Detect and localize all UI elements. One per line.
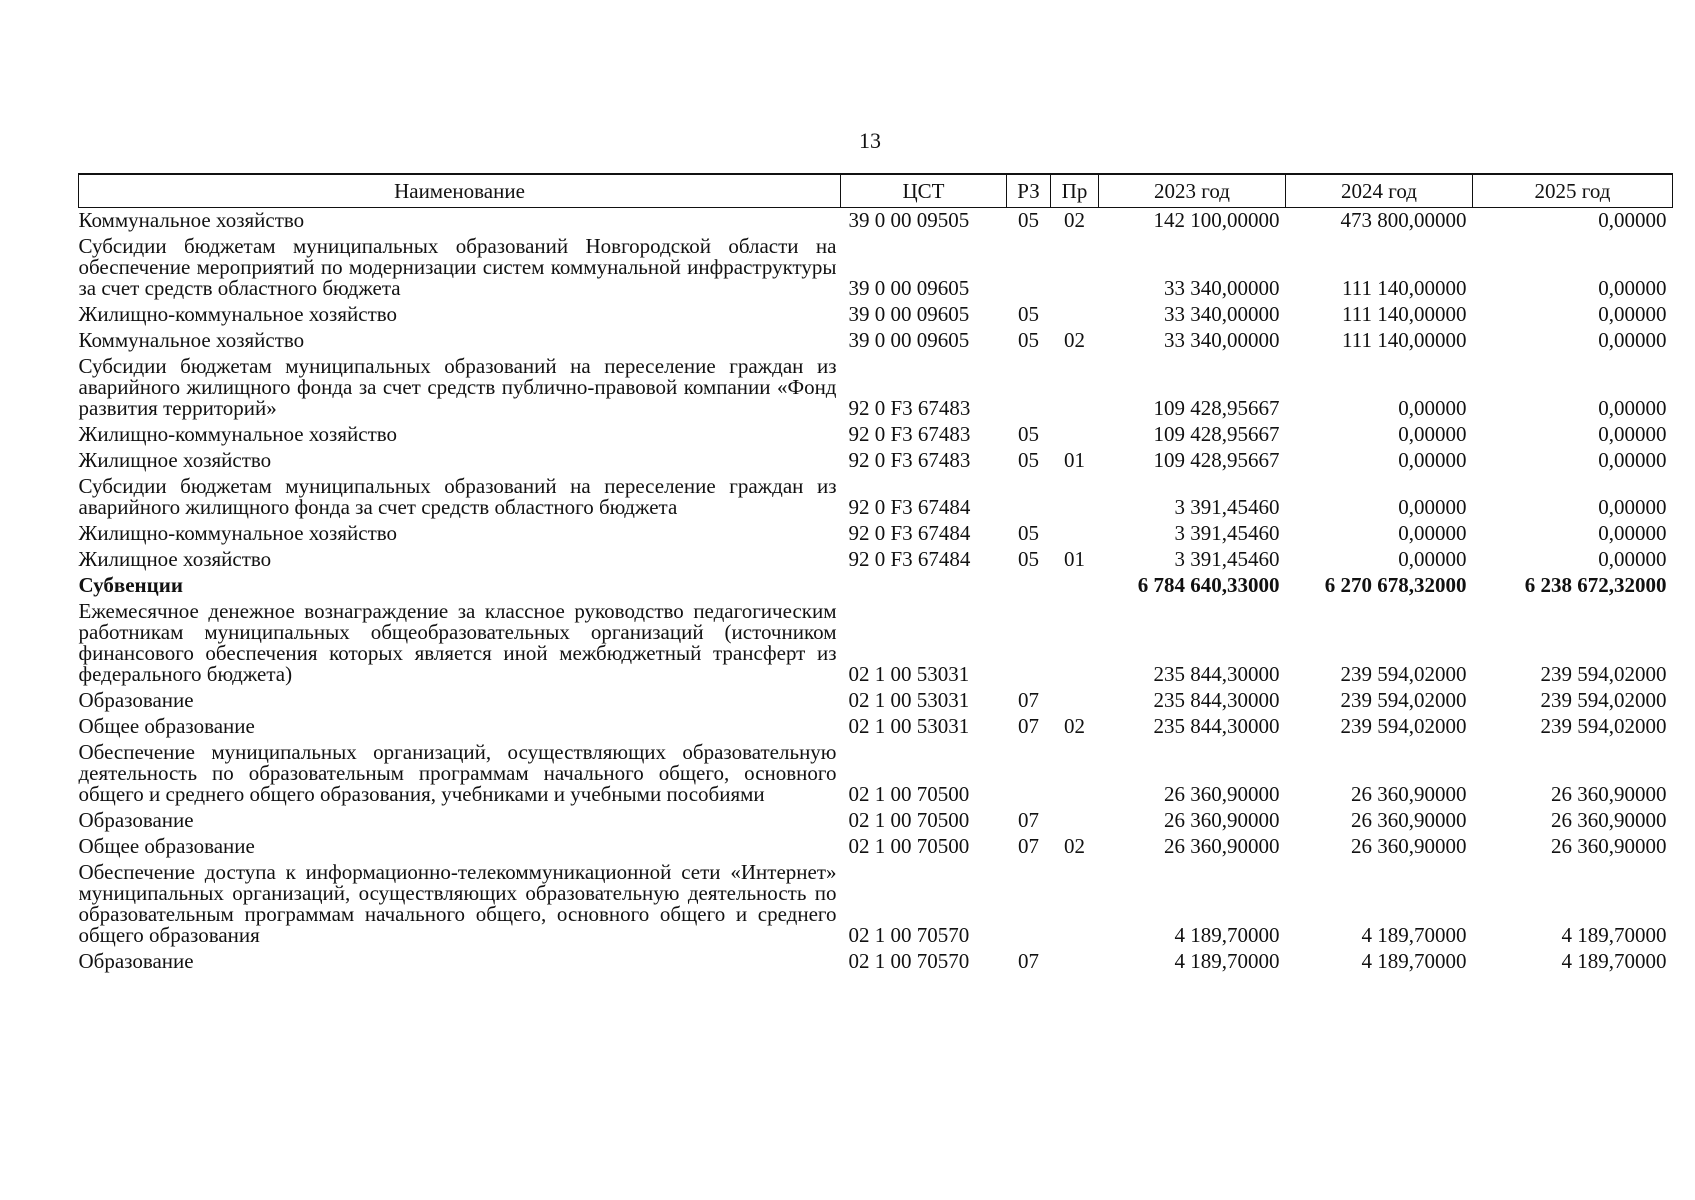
row-value-2023: 33 340,00000: [1164, 302, 1280, 326]
row-value-2025: 0,00000: [1598, 396, 1667, 420]
row-pr: 02: [1064, 834, 1085, 858]
page-number: 13: [859, 128, 881, 153]
header-name: Наименование: [79, 174, 841, 208]
row-cst: 39 0 00 09605: [848, 328, 970, 352]
row-value-2025: 0,00000: [1598, 448, 1667, 472]
row-rz: 05: [1018, 208, 1039, 232]
row-value-2023: 3 391,45460: [1174, 495, 1280, 519]
row-pr: 01: [1064, 448, 1085, 472]
row-cst: 92 0 F3 67484: [848, 547, 971, 571]
row-value-2023: 3 391,45460: [1174, 521, 1280, 545]
row-value-2025: 26 360,90000: [1551, 782, 1667, 806]
row-name: Жилищно-коммунальное хозяйство: [78, 521, 398, 545]
row-name: Субсидии бюджетам муниципальных образований Новгородской области на обеспечение мероприятий по модернизации систем коммунальной инфраструктуры за счет средств областного бюджета: [78, 234, 837, 300]
row-value-2024: 0,00000: [1398, 521, 1467, 545]
row-value-2024: 239 594,02000: [1340, 688, 1467, 712]
row-value-2023: 109 428,95667: [1153, 448, 1280, 472]
row-value-2025: 0,00000: [1598, 422, 1667, 446]
row-value-2025: 239 594,02000: [1540, 714, 1667, 738]
row-value-2025: 239 594,02000: [1540, 662, 1667, 686]
row-value-2023: 109 428,95667: [1153, 422, 1280, 446]
row-cst: 39 0 00 09505: [848, 208, 970, 232]
table-row: [79, 949, 1673, 975]
row-value-2024: 0,00000: [1398, 547, 1467, 571]
table-row: [79, 599, 1673, 688]
row-rz: 05: [1018, 302, 1039, 326]
row-rz: [1007, 234, 1051, 302]
row-name: Жилищное хозяйство: [78, 547, 272, 571]
row-name: Образование: [78, 808, 194, 832]
row-cst: 92 0 F3 67484: [848, 521, 971, 545]
row-value-2025: 0,00000: [1598, 276, 1667, 300]
row-cst: 02 1 00 53031: [848, 688, 970, 712]
row-value-2025: 4 189,70000: [1561, 949, 1667, 973]
row-value-2025: 4 189,70000: [1561, 923, 1667, 947]
row-cst: 92 0 F3 67483: [848, 448, 971, 472]
row-value-2023: 26 360,90000: [1164, 834, 1280, 858]
row-value-2024: 6 270 678,32000: [1324, 573, 1467, 597]
row-pr: [1051, 688, 1099, 714]
row-value-2023: 235 844,30000: [1153, 688, 1280, 712]
row-value-2024: 111 140,00000: [1342, 302, 1467, 326]
row-cst: 02 1 00 70500: [848, 782, 970, 806]
header-2024: 2024 год: [1286, 174, 1473, 208]
row-pr: [1051, 354, 1099, 422]
row-value-2024: 239 594,02000: [1340, 662, 1467, 686]
row-name: Жилищно-коммунальное хозяйство: [78, 422, 398, 446]
row-name: Обеспечение доступа к информационно-телекоммуникационной сети «Интернет» муниципальных организаций, осуществляющих образовательную деятельность по образовательным программам начального общего, основного общего и среднего общего образования: [78, 860, 837, 947]
header-rz: РЗ: [1007, 174, 1051, 208]
row-pr: [1051, 599, 1099, 688]
table-row: [79, 573, 1673, 599]
row-value-2023: 26 360,90000: [1164, 808, 1280, 832]
table-row: [79, 448, 1673, 474]
row-pr: [1051, 740, 1099, 808]
row-pr: [1051, 808, 1099, 834]
row-rz: [1007, 740, 1051, 808]
row-value-2023: 4 189,70000: [1174, 949, 1280, 973]
row-value-2024: 0,00000: [1398, 422, 1467, 446]
row-value-2025: 0,00000: [1598, 521, 1667, 545]
budget-table: [78, 173, 1673, 975]
row-pr: [1051, 422, 1099, 448]
row-rz: 05: [1018, 328, 1039, 352]
row-cst: 02 1 00 70570: [848, 923, 970, 947]
row-pr: [1051, 949, 1099, 975]
table-row: [79, 688, 1673, 714]
table-header: [79, 174, 1673, 208]
row-value-2024: 111 140,00000: [1342, 328, 1467, 352]
header-cst: ЦСТ: [841, 174, 1007, 208]
row-rz: 05: [1018, 448, 1039, 472]
table-row: [79, 808, 1673, 834]
row-value-2025: 6 238 672,32000: [1524, 573, 1667, 597]
row-value-2025: 0,00000: [1598, 328, 1667, 352]
row-rz: [1007, 354, 1051, 422]
row-value-2024: 473 800,00000: [1340, 208, 1467, 232]
row-value-2023: 235 844,30000: [1153, 714, 1280, 738]
row-pr: 02: [1064, 208, 1085, 232]
row-cst: [841, 573, 1007, 599]
row-rz: 05: [1018, 521, 1039, 545]
row-name: Ежемесячное денежное вознаграждение за классное руководство педагогическим работникам муниципальных общеобразовательных организаций (источником финансового обеспечения которых является иной межбюджетный трансферт из федерального бюджета): [78, 599, 837, 686]
row-name: Жилищно-коммунальное хозяйство: [78, 302, 398, 326]
row-value-2023: 4 189,70000: [1174, 923, 1280, 947]
row-value-2024: 0,00000: [1398, 495, 1467, 519]
row-value-2023: 3 391,45460: [1174, 547, 1280, 571]
row-value-2025: 0,00000: [1598, 302, 1667, 326]
row-value-2025: 0,00000: [1598, 547, 1667, 571]
table-row: [79, 834, 1673, 860]
row-pr: [1051, 573, 1099, 599]
row-rz: 07: [1018, 834, 1039, 858]
header-pr: Пр: [1051, 174, 1099, 208]
row-pr: 02: [1064, 714, 1085, 738]
table-row: [79, 547, 1673, 573]
table-row: [79, 521, 1673, 547]
row-pr: [1051, 521, 1099, 547]
row-value-2023: 6 784 640,33000: [1137, 573, 1280, 597]
row-pr: [1051, 234, 1099, 302]
row-value-2024: 26 360,90000: [1351, 782, 1467, 806]
table-row: [79, 354, 1673, 422]
row-cst: 92 0 F3 67483: [848, 422, 971, 446]
row-cst: 02 1 00 53031: [848, 714, 970, 738]
row-value-2025: 26 360,90000: [1551, 808, 1667, 832]
row-name: Жилищное хозяйство: [78, 448, 272, 472]
table-row: [79, 714, 1673, 740]
row-value-2023: 235 844,30000: [1153, 662, 1280, 686]
row-cst: 02 1 00 70570: [848, 949, 970, 973]
row-value-2024: 26 360,90000: [1351, 808, 1467, 832]
row-value-2024: 111 140,00000: [1342, 276, 1467, 300]
table-row: [79, 328, 1673, 354]
table-body: [79, 208, 1673, 976]
row-value-2023: 26 360,90000: [1164, 782, 1280, 806]
table-row: [79, 208, 1673, 235]
row-pr: 02: [1064, 328, 1085, 352]
row-pr: [1051, 474, 1099, 521]
row-name: Общее образование: [78, 834, 255, 858]
row-name: Субсидии бюджетам муниципальных образований на переселение граждан из аварийного жилищного фонда за счет средств областного бюджета: [78, 474, 837, 519]
row-name: Общее образование: [78, 714, 255, 738]
row-value-2023: 33 340,00000: [1164, 328, 1280, 352]
row-value-2024: 0,00000: [1398, 448, 1467, 472]
row-value-2024: 0,00000: [1398, 396, 1467, 420]
row-name: Образование: [78, 688, 194, 712]
row-value-2024: 239 594,02000: [1340, 714, 1467, 738]
table-row: [79, 740, 1673, 808]
row-rz: 05: [1018, 547, 1039, 571]
row-value-2025: 0,00000: [1598, 208, 1667, 232]
row-value-2024: 4 189,70000: [1361, 949, 1467, 973]
table-row: [79, 422, 1673, 448]
row-rz: 07: [1018, 688, 1039, 712]
table-row: [79, 474, 1673, 521]
row-rz: [1007, 474, 1051, 521]
row-pr: [1051, 302, 1099, 328]
row-rz: [1007, 573, 1051, 599]
row-value-2023: 33 340,00000: [1164, 276, 1280, 300]
row-value-2023: 142 100,00000: [1153, 208, 1280, 232]
row-pr: 01: [1064, 547, 1085, 571]
row-value-2025: 0,00000: [1598, 495, 1667, 519]
table-row: [79, 302, 1673, 328]
row-cst: 92 0 F3 67483: [848, 396, 971, 420]
row-pr: [1051, 860, 1099, 949]
row-name: Коммунальное хозяйство: [78, 208, 305, 232]
header-2023: 2023 год: [1099, 174, 1286, 208]
row-value-2024: 26 360,90000: [1351, 834, 1467, 858]
header-2025: 2025 год: [1473, 174, 1673, 208]
row-name: Обеспечение муниципальных организаций, осуществляющих образовательную деятельность по образовательным программам начального общего, основного общего и среднего общего образования, учебниками и учебными пособиями: [78, 740, 837, 806]
table-row: [79, 860, 1673, 949]
row-value-2025: 239 594,02000: [1540, 688, 1667, 712]
row-cst: 39 0 00 09605: [848, 302, 970, 326]
row-cst: 02 1 00 70500: [848, 808, 970, 832]
row-name: Образование: [78, 949, 194, 973]
row-value-2024: 4 189,70000: [1361, 923, 1467, 947]
row-rz: [1007, 599, 1051, 688]
row-name: Коммунальное хозяйство: [78, 328, 305, 352]
row-rz: 05: [1018, 422, 1039, 446]
row-rz: [1007, 860, 1051, 949]
row-value-2023: 109 428,95667: [1153, 396, 1280, 420]
row-cst: 92 0 F3 67484: [848, 495, 971, 519]
row-cst: 02 1 00 70500: [848, 834, 970, 858]
row-rz: 07: [1018, 949, 1039, 973]
row-value-2025: 26 360,90000: [1551, 834, 1667, 858]
table-row: [79, 234, 1673, 302]
row-cst: 02 1 00 53031: [848, 662, 970, 686]
row-name: Субвенции: [78, 573, 183, 597]
row-rz: 07: [1018, 808, 1039, 832]
row-cst: 39 0 00 09605: [848, 276, 970, 300]
row-name: Субсидии бюджетам муниципальных образований на переселение граждан из аварийного жилищного фонда за счет средств публично-правовой компании «Фонд развития территорий»: [78, 354, 837, 420]
row-rz: 07: [1018, 714, 1039, 738]
header-row: [79, 174, 1673, 208]
